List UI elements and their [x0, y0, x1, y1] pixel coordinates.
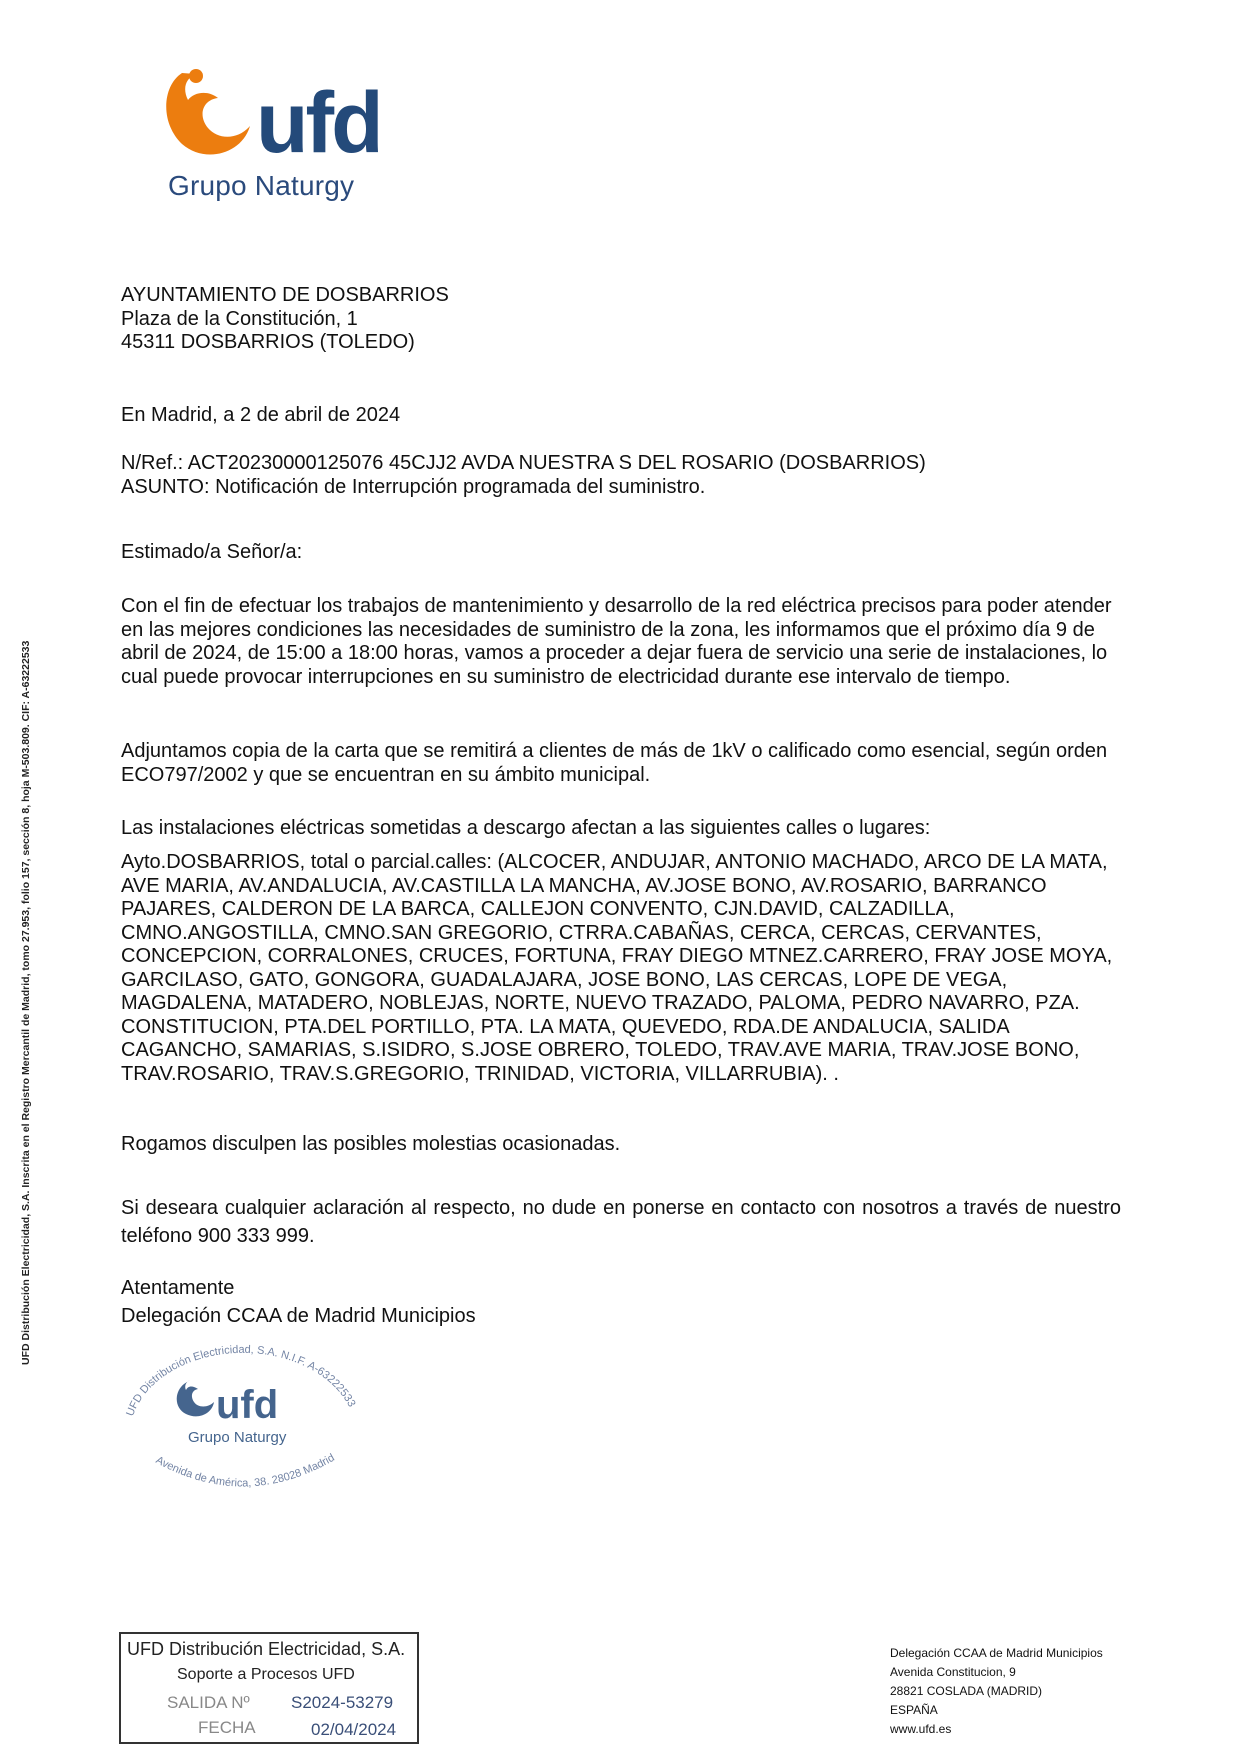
register-fecha-value: 02/04/2024 [311, 1720, 397, 1739]
paragraph-maintenance: Con el fin de efectuar los trabajos de mantenimiento y desarrollo de la red eléctrica precisos para poder atender en las mejores condiciones las necesidades de suministro de la zona, les informamos que el próximo día 9 de abril de 2024, de 15:00 a 18:00 horas, vamos a proceder a dejar fuera de servicio una serie de instalaciones, lo cual puede provocar interrupciones en su suministro de electricidad durante ese intervalo de tiempo. [121, 595, 1112, 688]
stamp-group: Grupo Naturgy [188, 1429, 287, 1446]
paragraph-streets: Ayto.DOSBARRIOS, total o parcial.calles: (ALCOCER, ANDUJAR, ANTONIO MACHADO, ARCO DE LA MATA, AVE MARIA, AV.ANDALUCIA, AV.CASTILLA LA MANCHA, AV.JOSE BONO, AV.ROSARIO, BARRANCO PAJARES, CALDERON DE LA BARCA, CALLEJON CONVENTO, CJN.DAVID, CALZADILLA, CMNO.ANGOSTILLA, CMNO.SAN GREGORIO, CTRRA.CABAÑAS, CERCA, CERCAS, CERVANTES, CONCEPCION, CORRALONES, CRUCES, FORTUNA, FRAY DIEGO MTNEZ.CARRERO, FRAY JOSE MOYA, GARCILASO, GATO, GONGORA, GUADALAJARA, JOSE BONO, LAS CERCAS, LOPE DE VEGA, MAGDALENA, MATADERO, NOBLEJAS, NORTE, NUEVO TRAZADO, PALOMA, PEDRO NAVARRO, PZA. CONSTITUCION, PTA.DEL PORTILLO, PTA. LA MATA, QUEVEDO, RDA.DE ANDALUCIA, SALIDA CAGANCHO, SAMARIAS, S.ISIDRO, S.JOSE OBRERO, TOLEDO, TRAV.AVE MARIA, TRAV.JOSE BONO, TRAV.ROSARIO, TRAV.S.GREGORIO, TRINIDAD, VICTORIA, VILLARRUBIA). . [121, 851, 1113, 1085]
paragraph-apology: Rogamos disculpen las posibles molestias ocasionadas. [121, 1133, 621, 1155]
footer-delegation: Delegación CCAA de Madrid Municipios [890, 1646, 1103, 1660]
company-stamp [118, 1340, 368, 1500]
footer-address [890, 1644, 1103, 1739]
stamp-bottom-arc: Avenida de América, 38. 28028 Madrid [153, 1451, 337, 1490]
ufd-logo-mark [166, 69, 250, 154]
side-legal-text: UFD Distribución Electricidad, S.A. Inscrita en el Registro Mercantil de Madrid, tomo 27.953, folio 157, sección 8, hoja M-503.809. CIF: A-63222533 [20, 640, 32, 1365]
register-dept: Soporte a Procesos UFD [177, 1666, 355, 1683]
logo-group-name: Grupo Naturgy [168, 170, 355, 201]
closing-greeting: Atentamente [121, 1277, 235, 1299]
recipient-name: AYUNTAMIENTO DE DOSBARRIOS [121, 284, 449, 306]
recipient-city: 45311 DOSBARRIOS (TOLEDO) [121, 331, 415, 353]
register-salida-value: S2024-53279 [291, 1693, 394, 1712]
ufd-logo-wordmark: ufd [256, 75, 381, 171]
recipient-address [121, 284, 1121, 355]
paragraph-installations-intro: Las instalaciones eléctricas sometidas a descargo afectan a las siguientes calles o lugares: [121, 817, 931, 839]
recipient-street: Plaza de la Constitución, 1 [121, 307, 358, 330]
stamp-top-arc: UFD Distribución Electricidad, S.A. N.I.F. A-63222533 [124, 1343, 358, 1418]
footer-website[interactable]: www.ufd.es [890, 1722, 952, 1736]
footer-country: ESPAÑA [890, 1703, 938, 1717]
closing-block [121, 1274, 1121, 1330]
register-salida-label: SALIDA Nº [167, 1693, 250, 1712]
reference-block [121, 452, 1121, 499]
stamp-logo-mark [177, 1380, 214, 1416]
paragraph-attachment: Adjuntamos copia de la carta que se remitirá a clientes de más de 1kV o calificado como esencial, según orden ECO797/2002 y que se encuentran en su ámbito municipal. [121, 740, 1108, 786]
subject-line: ASUNTO: Notificación de Interrupción programada del suministro. [121, 475, 706, 498]
paragraph-contact: Si deseara cualquier aclaración al respecto, no dude en ponerse en contacto con nosotros a través de nuestro teléfono 900 333 999. [121, 1197, 1121, 1247]
reference-line: N/Ref.: ACT20230000125076 45CJJ2 AVDA NUESTRA S DEL ROSARIO (DOSBARRIOS) [121, 452, 926, 474]
register-company: UFD Distribución Electricidad, S.A. [127, 1639, 406, 1659]
date-line: En Madrid, a 2 de abril de 2024 [121, 404, 401, 426]
closing-signature: Delegación CCAA de Madrid Municipios [121, 1305, 476, 1327]
footer-street: Avenida Constitucion, 9 [890, 1665, 1016, 1679]
stamp-wordmark: ufd [216, 1383, 279, 1427]
register-box [119, 1632, 419, 1744]
register-fecha-label: FECHA [198, 1718, 256, 1737]
salutation: Estimado/a Señor/a: [121, 541, 303, 563]
footer-city: 28821 COSLADA (MADRID) [890, 1684, 1043, 1698]
